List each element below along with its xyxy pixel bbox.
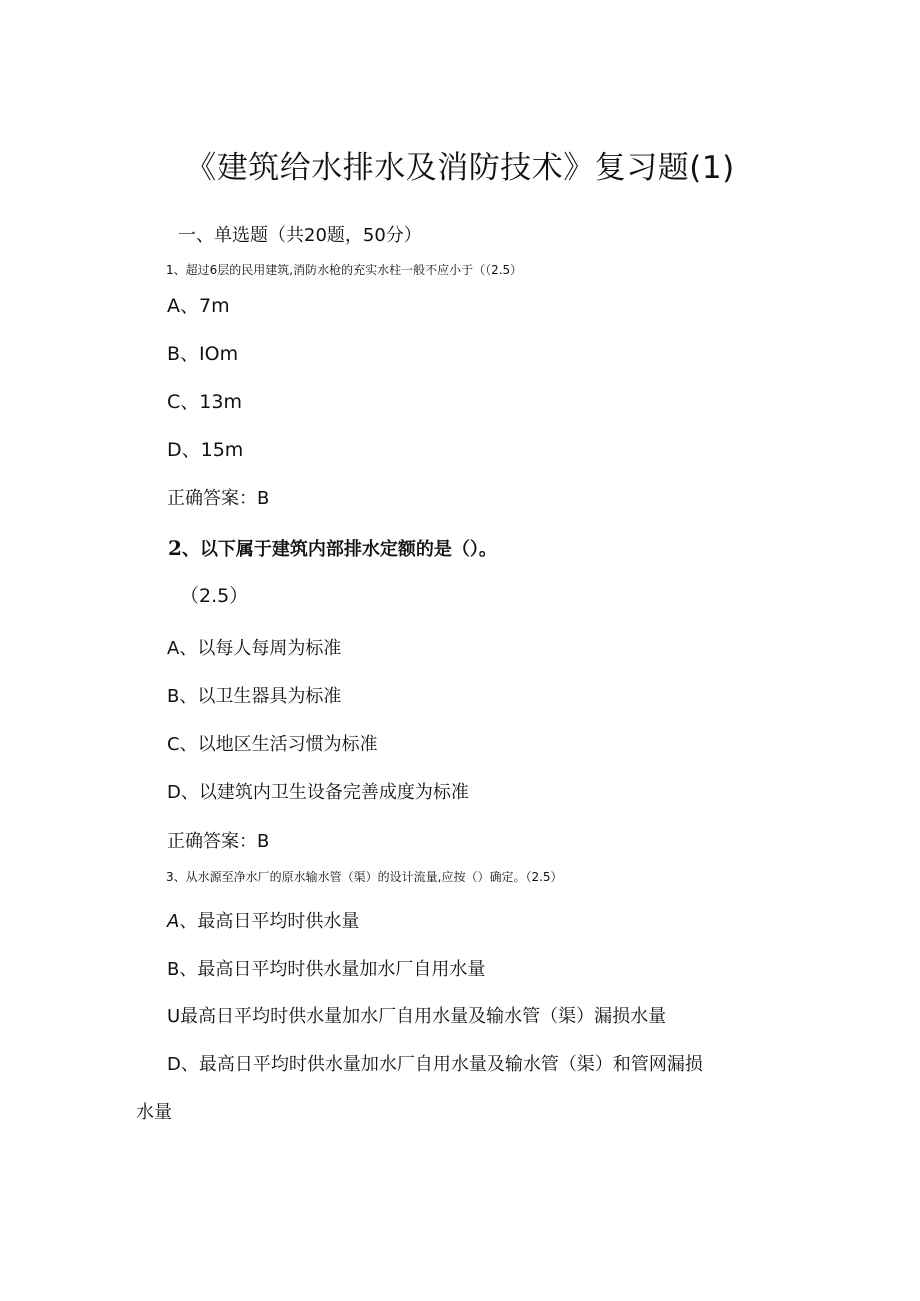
question-2-option-d[interactable]: D、以建筑内卫生设备完善成度为标准: [167, 782, 469, 803]
question-1-answer: 正确答案：B: [167, 488, 270, 509]
question-2-option-a[interactable]: A、以每人每周为标准: [167, 638, 342, 659]
question-2-number: 2: [168, 536, 182, 560]
question-2-option-c[interactable]: C、以地区生活习惯为标准: [167, 734, 378, 755]
question-1-option-b[interactable]: B、IOm: [167, 343, 239, 365]
question-3-option-a-letter: A: [167, 911, 180, 932]
question-2-stem-text: 、以下属于建筑内部排水定额的是（）。: [181, 539, 497, 560]
question-3-option-c[interactable]: U最高日平均时供水量加水厂自用水量及输水管（渠）漏损水量: [167, 1006, 667, 1027]
question-1-stem: 1、超过6层的民用建筑,消防水枪的充实水柱一般不应小于（（2.5）: [166, 263, 523, 277]
question-2-stem: [168, 538, 497, 559]
question-1-option-a[interactable]: A、7m: [167, 295, 230, 317]
question-3-option-d[interactable]: D、最高日平均时供水量加水厂自用水量及输水管（渠）和管网漏损: [167, 1054, 703, 1075]
question-1-option-c[interactable]: C、13m: [167, 391, 242, 413]
question-3-option-b[interactable]: B、最高日平均时供水量加水厂自用水量: [167, 959, 486, 980]
question-2-option-b[interactable]: B、以卫生器具为标准: [167, 686, 342, 707]
document-title: 《建筑给水排水及消防技术》复习题(1): [185, 150, 735, 186]
question-2-answer: 正确答案：B: [167, 831, 270, 852]
question-3-option-d-continuation: 水量: [136, 1102, 172, 1123]
question-3-option-a[interactable]: [167, 913, 359, 931]
question-3-stem: 3、从水源至净水厂的原水输水管（渠）的设计流量,应按（）确定。（2.5）: [166, 870, 563, 884]
question-3-option-a-text: 、最高日平均时供水量: [179, 911, 360, 932]
question-2-score: （2.5）: [180, 585, 249, 607]
question-1-option-d[interactable]: D、15m: [167, 439, 244, 461]
section-heading: 一、单选题（共20题，50分）: [178, 225, 422, 246]
